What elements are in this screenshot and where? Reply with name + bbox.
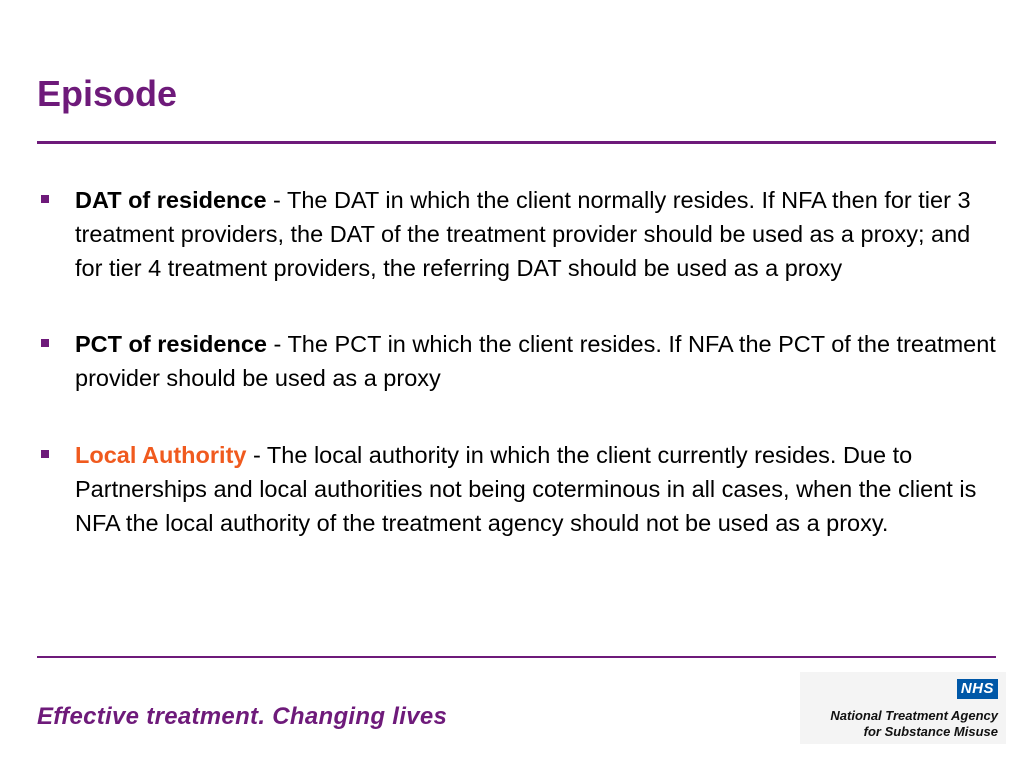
org-name-line-2: for Substance Misuse	[863, 724, 998, 739]
bullet-item-pct-of-residence	[40, 327, 1000, 395]
bullet-term: DAT of residence	[75, 187, 267, 213]
bullet-item-local-authority	[40, 438, 1000, 540]
bullet-text: - The local authority in which the client currently resides. Due to Partnerships and local authorities not being coterminous in all cases, when the client is NFA the local authority of the treatment agency should not be used as a proxy.	[75, 442, 977, 536]
square-bullet-icon	[41, 450, 49, 458]
nhs-logo-icon: NHS	[957, 679, 998, 699]
bullet-text: - The DAT in which the client normally resides. If NFA then for tier 3 treatment providers, the DAT of the treatment provider should be used as a proxy; and for tier 4 treatment providers, the referring DAT should be used as a proxy	[75, 187, 971, 281]
org-name	[830, 708, 998, 740]
square-bullet-icon	[41, 195, 49, 203]
bullet-item-dat-of-residence	[40, 183, 1000, 285]
nta-logo	[800, 672, 1006, 744]
slide-title: Episode	[37, 73, 178, 114]
bullet-list	[40, 183, 1000, 540]
footer-divider	[37, 656, 996, 658]
bullet-term: PCT of residence	[75, 331, 267, 357]
footer-tagline: Effective treatment. Changing lives	[37, 703, 448, 730]
title-divider	[37, 141, 996, 144]
bullet-term-highlighted: Local Authority	[75, 442, 247, 468]
square-bullet-icon	[41, 339, 49, 347]
org-name-line-1: National Treatment Agency	[830, 708, 998, 723]
bullet-text: - The PCT in which the client resides. If NFA the PCT of the treatment provider should be used as a proxy	[75, 331, 996, 391]
